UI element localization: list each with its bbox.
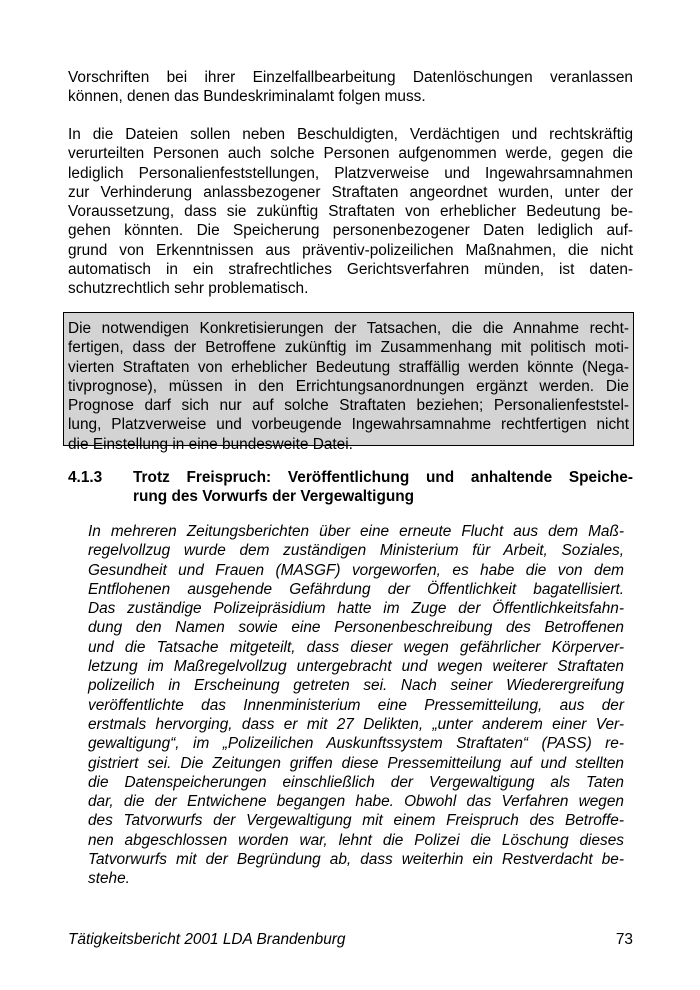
- text-line: gehen könnten. Die Speicherung personenbezogener Daten lediglich auf-: [68, 222, 633, 240]
- recommendation-box: [63, 312, 634, 453]
- text-line: stehe.: [88, 870, 130, 888]
- text-line: zur Verhinderung anlassbezogener Straftaten angeordnet wurden, unter der: [68, 183, 633, 201]
- text-line: grund von Erkenntnissen aus präventiv-polizeilichen Maßnahmen, die nicht: [68, 241, 633, 259]
- text-line: Gesundheit und Frauen (MASGF) vorgeworfen, es habe die von dem: [88, 561, 624, 579]
- text-line: In die Dateien sollen neben Beschuldigten, Verdächtigen und rechtskräftig: [68, 126, 633, 143]
- text-line: lung, Platzverweise und vorbeugende Ingewahrsamnahme rechtfertigen nicht: [68, 416, 629, 434]
- text-line: regelvollzug wurde dem zuständigen Ministerium für Arbeit, Soziales,: [88, 542, 624, 560]
- text-line: verurteilten Personen auch solche Personen aufgenommen werde, gegen die: [68, 145, 633, 163]
- text-line: dung den Namen sowie eine Personenbeschreibung des Betroffenen: [88, 619, 624, 637]
- report-title: Tätigkeitsbericht 2001 LDA Brandenburg: [68, 931, 346, 948]
- text-line: letzung im Maßregelvollzug untergebracht und wegen weiterer Straftaten: [88, 658, 624, 676]
- text-line: automatisch in ein strafrechtliches Gerichtsverfahren münden, ist daten-: [68, 261, 633, 279]
- text-line: gistriert sei. Die Zeitungen griffen diese Pressemitteilung auf und stellten: [88, 754, 624, 772]
- text-line: Das zuständige Polizeipräsidium hatte im Zuge der Öffentlichkeitsfahn-: [88, 600, 624, 618]
- text-line: vierten Straftaten von erheblicher Bedeutung straffällig werden könnte (Nega-: [68, 358, 629, 376]
- text-line: In mehreren Zeitungsberichten über eine erneute Flucht aus dem Maß-: [88, 523, 624, 540]
- text-line: nen abgeschlossen worden war, lehnt die Polizei die Löschung dieses: [88, 831, 624, 849]
- text-line: und die Tatsache mitgeteilt, dass dieser wegen gefährlicher Körperver-: [88, 638, 624, 656]
- text-line: dar, die der Entwichene begangen habe. Obwohl das Verfahren wegen: [88, 793, 624, 811]
- text-line: die Datenspeicherungen einschließlich der Vergewaltigung als Taten: [88, 773, 624, 791]
- text-line: Vorschriften bei ihrer Einzelfallbearbeitung Datenlöschungen veranlassen: [68, 69, 633, 86]
- text-line: erstmals hervorging, dass er mit 27 Delikten, „unter anderem einer Ver-: [88, 715, 624, 733]
- text-line: Die notwendigen Konkretisierungen der Tatsachen, die die Annahme recht-: [68, 320, 629, 337]
- section-title-line: rung des Vorwurfs der Vergewaltigung: [133, 488, 415, 506]
- page-number: 73: [615, 931, 633, 948]
- text-line: tivprognose), müssen in den Errichtungsanordnungen ergänzt werden. Die: [68, 377, 629, 395]
- text-line: Tatvorwurfs mit der Begründung ab, dass weiterhin ein Restverdacht be-: [88, 851, 624, 869]
- case-description: [88, 522, 624, 889]
- paragraph-2: [68, 125, 633, 299]
- text-line: veröffentlichte das Innenministerium eine Pressemitteilung, aus der: [88, 696, 624, 714]
- text-line: Voraussetzung, dass sie zukünftig Straftaten von erheblicher Bedeutung be-: [68, 203, 633, 221]
- section-number: 4.1.3: [68, 469, 103, 486]
- text-line: lediglich Personalienfeststellungen, Platzverweise und Ingewahrsamnahmen: [68, 164, 633, 182]
- text-line: fertigen, dass der Betroffene zukünftig im Zusammenhang mit politisch moti-: [68, 339, 629, 357]
- paragraph-1: [68, 68, 633, 107]
- text-line: gewaltigung“, im „Polizeilichen Auskunftssystem Straftaten“ (PASS) re-: [88, 735, 624, 753]
- text-line: können, denen das Bundeskriminalamt folgen muss.: [68, 88, 426, 106]
- section-title: [133, 468, 633, 507]
- text-line: des Tatvorwurfs der Vergewaltigung mit einem Freispruch des Betroffe-: [88, 812, 624, 830]
- text-line: die Einstellung in eine bundesweite Datei.: [68, 435, 353, 453]
- text-line: Entflohenen ausgehende Gefährdung der Öffentlichkeit bagatellisiert.: [88, 580, 624, 598]
- text-line: polizeilich in Erscheinung getreten sei. Nach seiner Wiederergreifung: [88, 677, 624, 695]
- text-line: Prognose darf sich nur auf solche Straftaten beziehen; Personalienfeststel-: [68, 397, 629, 415]
- section-title-line: Trotz Freispruch: Veröffentlichung und anhaltende Speiche-: [133, 469, 633, 486]
- text-line: schutzrechtlich sehr problematisch.: [68, 280, 309, 298]
